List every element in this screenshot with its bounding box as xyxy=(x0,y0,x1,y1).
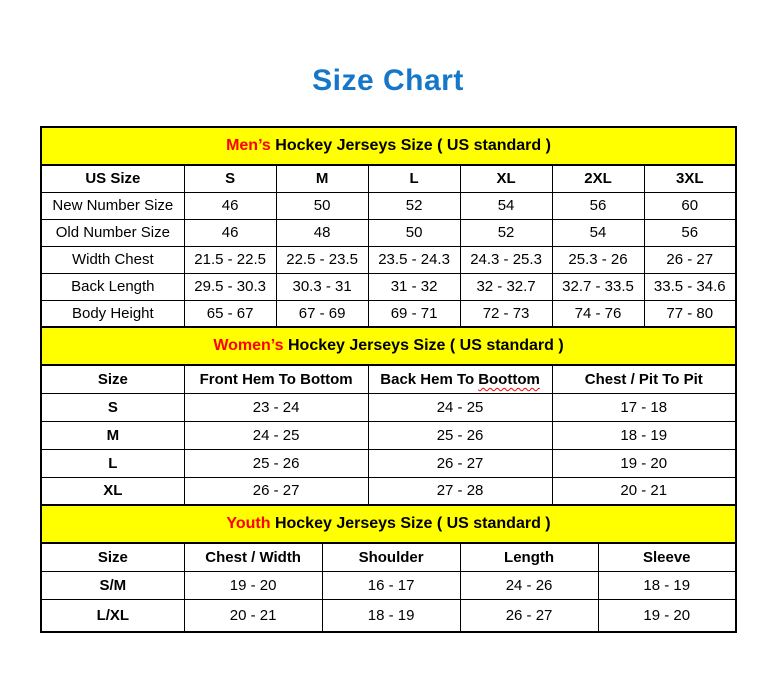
table-row xyxy=(41,246,736,273)
youth-banner-highlight: Youth xyxy=(226,515,271,532)
table-row xyxy=(41,571,736,599)
column-header: 2XL xyxy=(552,165,644,192)
column-header: S xyxy=(184,165,276,192)
size-value-cell: 23 - 24 xyxy=(184,393,368,421)
table-row xyxy=(41,300,736,327)
size-value-cell: 20 - 21 xyxy=(184,599,322,632)
size-value-cell: 32 - 32.7 xyxy=(460,273,552,300)
size-value-cell: 30.3 - 31 xyxy=(276,273,368,300)
table-row xyxy=(41,192,736,219)
column-header: US Size xyxy=(41,165,184,192)
size-value-cell: 24 - 26 xyxy=(460,571,598,599)
size-value-cell: 52 xyxy=(460,219,552,246)
size-value-cell: 46 xyxy=(184,219,276,246)
column-header: Chest / Width xyxy=(184,543,322,571)
table-row xyxy=(41,599,736,632)
column-header: Size xyxy=(41,365,184,393)
size-value-cell: 25 - 26 xyxy=(368,421,552,449)
row-label: XL xyxy=(41,477,184,505)
row-label: Width Chest xyxy=(41,246,184,273)
size-value-cell: 20 - 21 xyxy=(552,477,736,505)
table-row xyxy=(41,393,736,421)
table-row xyxy=(41,449,736,477)
size-value-cell: 56 xyxy=(552,192,644,219)
misspelled-word: Boottom xyxy=(478,370,540,388)
size-value-cell: 19 - 20 xyxy=(552,449,736,477)
size-value-cell: 48 xyxy=(276,219,368,246)
column-header: XL xyxy=(460,165,552,192)
youth-banner-text: Hockey Jerseys Size ( US standard ) xyxy=(270,515,551,532)
size-value-cell: 26 - 27 xyxy=(460,599,598,632)
size-value-cell: 65 - 67 xyxy=(184,300,276,327)
column-header: L xyxy=(368,165,460,192)
size-value-cell: 18 - 19 xyxy=(552,421,736,449)
tables-container xyxy=(40,126,737,633)
size-value-cell: 50 xyxy=(276,192,368,219)
size-value-cell: 27 - 28 xyxy=(368,477,552,505)
size-value-cell: 17 - 18 xyxy=(552,393,736,421)
row-label: L/XL xyxy=(41,599,184,632)
mens-table-banner-row xyxy=(41,127,736,165)
size-value-cell: 33.5 - 34.6 xyxy=(644,273,736,300)
column-header: Sleeve xyxy=(598,543,736,571)
column-header: Chest / Pit To Pit xyxy=(552,365,736,393)
table-row xyxy=(41,273,736,300)
size-value-cell: 25.3 - 26 xyxy=(552,246,644,273)
size-value-cell: 52 xyxy=(368,192,460,219)
womens-banner-text: Hockey Jerseys Size ( US standard ) xyxy=(283,337,564,354)
table-row xyxy=(41,219,736,246)
youth-table-banner-row xyxy=(41,505,736,543)
size-value-cell: 74 - 76 xyxy=(552,300,644,327)
size-value-cell: 24.3 - 25.3 xyxy=(460,246,552,273)
column-header xyxy=(368,365,552,393)
size-value-cell: 19 - 20 xyxy=(184,571,322,599)
youth-size-table xyxy=(40,504,737,633)
size-value-cell: 72 - 73 xyxy=(460,300,552,327)
row-label: L xyxy=(41,449,184,477)
womens-table-banner xyxy=(41,327,736,365)
row-label: M xyxy=(41,421,184,449)
mens-banner-highlight: Men’s xyxy=(226,137,271,154)
row-label: S xyxy=(41,393,184,421)
row-label: Back Length xyxy=(41,273,184,300)
size-value-cell: 24 - 25 xyxy=(184,421,368,449)
size-value-cell: 18 - 19 xyxy=(322,599,460,632)
size-value-cell: 46 xyxy=(184,192,276,219)
mens-size-table xyxy=(40,126,737,328)
size-value-cell: 67 - 69 xyxy=(276,300,368,327)
size-value-cell: 22.5 - 23.5 xyxy=(276,246,368,273)
womens-header-row xyxy=(41,365,736,393)
column-header: Front Hem To Bottom xyxy=(184,365,368,393)
table-row xyxy=(41,477,736,505)
size-value-cell: 56 xyxy=(644,219,736,246)
size-value-cell: 69 - 71 xyxy=(368,300,460,327)
column-header: Size xyxy=(41,543,184,571)
size-value-cell: 60 xyxy=(644,192,736,219)
size-value-cell: 32.7 - 33.5 xyxy=(552,273,644,300)
size-value-cell: 54 xyxy=(460,192,552,219)
mens-header-row xyxy=(41,165,736,192)
column-header: Length xyxy=(460,543,598,571)
size-value-cell: 23.5 - 24.3 xyxy=(368,246,460,273)
page-title: Size Chart xyxy=(312,64,464,97)
womens-banner-highlight: Women’s xyxy=(213,337,284,354)
column-header: M xyxy=(276,165,368,192)
column-header-text: Back Hem To xyxy=(380,370,475,388)
column-header: 3XL xyxy=(644,165,736,192)
size-value-cell: 19 - 20 xyxy=(598,599,736,632)
size-value-cell: 25 - 26 xyxy=(184,449,368,477)
size-value-cell: 54 xyxy=(552,219,644,246)
size-value-cell: 18 - 19 xyxy=(598,571,736,599)
mens-banner-text: Hockey Jerseys Size ( US standard ) xyxy=(270,137,551,154)
size-value-cell: 26 - 27 xyxy=(368,449,552,477)
youth-table-banner xyxy=(41,505,736,543)
size-value-cell: 21.5 - 22.5 xyxy=(184,246,276,273)
row-label: New Number Size xyxy=(41,192,184,219)
size-value-cell: 77 - 80 xyxy=(644,300,736,327)
size-value-cell: 24 - 25 xyxy=(368,393,552,421)
row-label: Old Number Size xyxy=(41,219,184,246)
row-label: Body Height xyxy=(41,300,184,327)
size-value-cell: 26 - 27 xyxy=(644,246,736,273)
size-value-cell: 16 - 17 xyxy=(322,571,460,599)
size-value-cell: 31 - 32 xyxy=(368,273,460,300)
row-label: S/M xyxy=(41,571,184,599)
table-row xyxy=(41,421,736,449)
column-header: Shoulder xyxy=(322,543,460,571)
mens-table-banner xyxy=(41,127,736,165)
youth-header-row xyxy=(41,543,736,571)
size-value-cell: 50 xyxy=(368,219,460,246)
size-value-cell: 26 - 27 xyxy=(184,477,368,505)
womens-size-table xyxy=(40,326,737,506)
womens-table-banner-row xyxy=(41,327,736,365)
size-value-cell: 29.5 - 30.3 xyxy=(184,273,276,300)
